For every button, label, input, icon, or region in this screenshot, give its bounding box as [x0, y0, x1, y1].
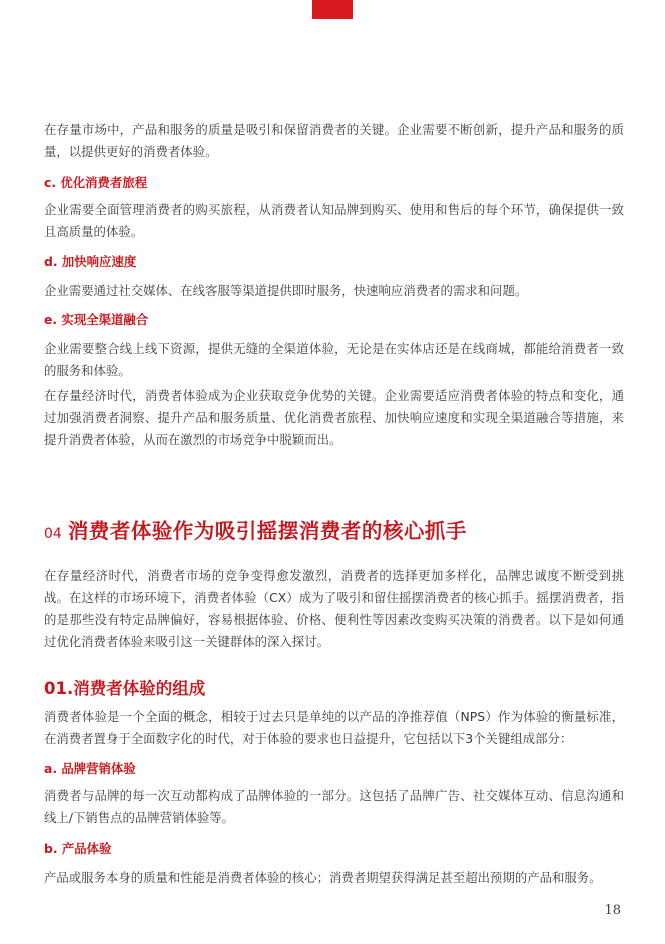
subheading-b: b. 产品体验	[44, 841, 112, 856]
paragraph-brand: 消费者与品牌的每一次互动都构成了品牌体验的一部分。这包括了品牌广告、社交媒体互动、信息沟通和线上/下销售点的品牌营销体验等。	[44, 788, 624, 825]
subheading-a: a. 品牌营销体验	[44, 761, 136, 776]
section-title	[44, 514, 467, 548]
subheading-c: c. 优化消费者旅程	[44, 175, 148, 190]
paragraph-summary: 在存量经济时代，消费者体验成为企业获取竞争优势的关键。企业需要适应消费者体验的特点和变化，通过加强消费者洞察、提升产品和服务质量、优化消费者旅程、加快响应速度和实现全渠道融合等措施，来提升消费者体验，从而在激烈的市场竞争中脱颖而出。	[44, 388, 624, 447]
section-number: 04	[44, 526, 62, 542]
paragraph-journey: 企业需要全面管理消费者的购买旅程，从消费者认知品牌到购买、使用和售后的每个环节，确保提供一致且高质量的体验。	[44, 202, 624, 239]
page-number: 18	[604, 903, 621, 918]
paragraph-product: 产品或服务本身的质量和性能是消费者体验的核心；消费者期望获得满足甚至超出预期的产品和服务。	[44, 870, 602, 885]
section-intro: 在存量经济时代，消费者市场的竞争变得愈发激烈，消费者的选择更加多样化，品牌忠诚度不断受到挑战。在这样的市场环境下，消费者体验（CX）成为了吸引和留住摇摆消费者的核心抓手。摇摆消费者，指的是那些没有特定品牌偏好，容易根据体验、价格、便利性等因素改变购买决策的消费者。以下是如何通过优化消费者体验来吸引这一关键群体的深入探讨。	[44, 568, 624, 649]
section-heading: 消费者体验作为吸引摇摆消费者的核心抓手	[67, 519, 467, 543]
subsection-heading: 01.消费者体验的组成	[44, 679, 206, 698]
paragraph-components: 消费者体验是一个全面的概念，相较于过去只是单纯的以产品的净推荐值（NPS）作为体验的衡量标准，在消费者置身于全面数字化的时代，对于体验的要求也日益提升，它包括以下3个关键组成部分：	[44, 709, 624, 746]
header-red-tab	[312, 0, 353, 19]
subheading-d: d. 加快响应速度	[44, 254, 137, 269]
subheading-e: e. 实现全渠道融合	[44, 312, 149, 327]
paragraph-omnichannel: 企业需要整合线上线下资源，提供无缝的全渠道体验，无论是在实体店还是在线商城，都能给消费者一致的服务和体验。	[44, 341, 624, 378]
paragraph-quality: 在存量市场中，产品和服务的质量是吸引和保留消费者的关键。企业需要不断创新，提升产品和服务的质量，以提供更好的消费者体验。	[44, 122, 624, 159]
paragraph-response: 企业需要通过社交媒体、在线客服等渠道提供即时服务，快速响应消费者的需求和问题。	[44, 283, 528, 298]
